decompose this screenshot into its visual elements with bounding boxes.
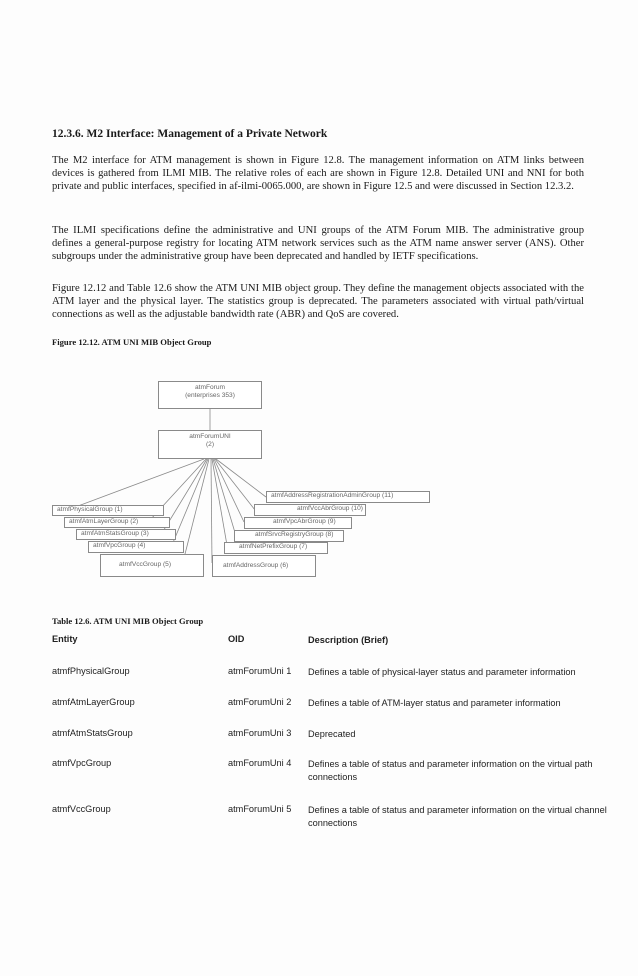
connector-group-4: [172, 459, 208, 545]
cell-entity: atmfVccGroup: [52, 804, 111, 814]
group-vcc: atmfVccGroup (5): [100, 554, 204, 577]
cell-description: Defines a table of physical-layer status and parameter information: [308, 667, 576, 677]
table-header-row: [52, 634, 612, 648]
atmforumuni-node: [158, 430, 262, 459]
cell-description: Defines a table of ATM-layer status and parameter information: [308, 698, 561, 708]
group-net-prefix: atmfNetPrefixGroup (7): [224, 542, 328, 554]
cell-entity: atmfAtmStatsGroup: [52, 728, 133, 738]
cell-description: Defines a table of status and parameter information on the virtual channel connections: [308, 805, 607, 828]
header-entity: Entity: [52, 634, 78, 644]
header-description: Description (Brief): [308, 635, 389, 645]
paragraph-ilmi-specs: The ILMI specifications define the administrative and UNI groups of the ATM Forum MIB. The administrative group defines a general-purpose registry for locating ATM network services such as the ATM name answer server (ANS). Other subgroups under the administrative group have been deprecated and handled by IETF specifications.: [52, 225, 584, 263]
section-heading: 12.3.6. M2 Interface: Management of a Private Network: [52, 128, 328, 140]
cell-oid: atmForumUni 3: [228, 728, 292, 738]
cell-oid: atmForumUni 2: [228, 697, 292, 707]
figure-caption: Figure 12.12. ATM UNI MIB Object Group: [52, 337, 212, 347]
table-caption: Table 12.6. ATM UNI MIB Object Group: [52, 616, 204, 626]
table-row: [52, 804, 612, 844]
cell-entity: atmfAtmLayerGroup: [52, 697, 135, 707]
group-srvc-registry: atmfSrvcRegistryGroup (8): [234, 530, 344, 542]
connector-group-1: [70, 459, 204, 509]
group-vpc: atmfVpcGroup (4): [88, 541, 184, 553]
uni-oid: (2): [205, 441, 215, 448]
paragraph-m2-interface: The M2 interface for ATM management is shown in Figure 12.8. The management information on ATM links between devices is gathered from ILMI MIB. The relative roles of each are shown in Figure 12.8. Detailed UNI and NNI for both private and public interfaces, specified in af-ilmi-0065.000, are shown in Figure 12.5 and were discussed in Section 12.3.2.: [52, 155, 584, 193]
group-physical: atmfPhysicalGroup (1): [52, 505, 164, 516]
uni-name: atmForumUNI: [189, 433, 231, 440]
cell-oid: atmForumUni 4: [228, 758, 292, 768]
cell-entity: atmfPhysicalGroup: [52, 666, 130, 676]
group-address-registration-admin: atmfAddressRegistrationAdminGroup (11): [266, 491, 430, 503]
group-vcc-abr: atmfVccAbrGroup (10): [254, 504, 366, 516]
group-atm-stats: atmfAtmStatsGroup (3): [76, 529, 176, 540]
cell-oid: atmForumUni 5: [228, 804, 292, 814]
root-oid: (enterprises 353): [185, 392, 235, 399]
group-vpc-abr: atmfVpcAbrGroup (9): [244, 517, 352, 529]
cell-description: Defines a table of status and parameter information on the virtual path connections: [308, 759, 593, 782]
connector-group-11: [216, 459, 266, 497]
cell-description: Deprecated: [308, 729, 356, 739]
connector-group-6: [211, 459, 212, 563]
paragraph-uni-mib: Figure 12.12 and Table 12.6 show the ATM UNI MIB object group. They define the management objects associated with the ATM layer and the physical layer. The statistics group is deprecated. The parameters associated with virtual path/virtual connections as well as the adjustable bandwidth rate (ABR) and QoS are covered.: [52, 283, 584, 321]
root-name: atmForum: [194, 384, 226, 391]
cell-oid: atmForumUni 1: [228, 666, 292, 676]
atmforum-root-node: [158, 381, 262, 409]
group-address: atmfAddressGroup (6): [212, 555, 316, 577]
connector-group-5: [182, 459, 209, 566]
group-atm-layer: atmfAtmLayerGroup (2): [64, 517, 170, 528]
header-oid: OID: [228, 634, 245, 644]
cell-entity: atmfVpcGroup: [52, 758, 112, 768]
table-row: [52, 758, 612, 798]
